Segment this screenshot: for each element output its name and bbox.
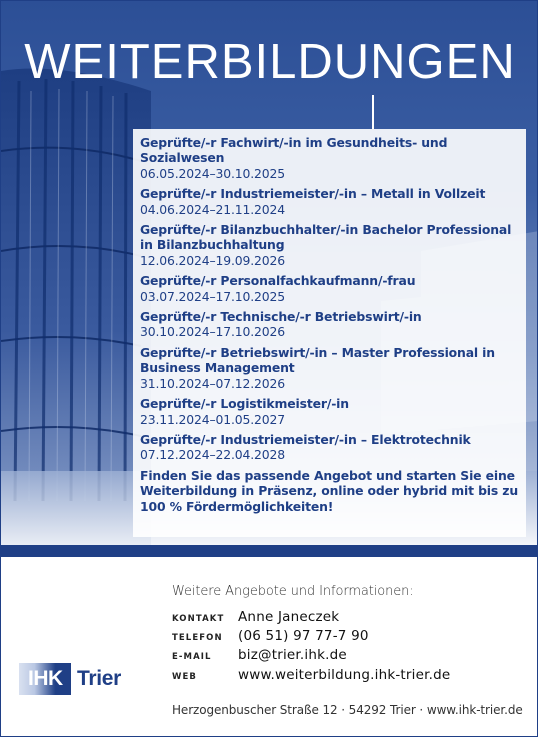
blue-divider-bar [1, 545, 538, 557]
course-title: Geprüfte/-r Technische/-r Betriebswirt/-in [140, 309, 422, 325]
course-item [140, 222, 518, 268]
email-link[interactable]: biz@trier.ihk.de [238, 647, 347, 663]
contact-person: Anne Janeczek [238, 609, 340, 625]
course-item [140, 273, 518, 304]
contact-label: E-MAIL [172, 652, 212, 662]
page-title: WEITERBILDUNGEN [24, 35, 516, 89]
address-line: Herzogenbuscher Straße 12 · 54292 Trier · www.ihk-trier.de [172, 703, 523, 717]
course-dates: 30.10.2024–17.10.2026 [140, 324, 285, 340]
logo-city: Trier [77, 667, 122, 690]
contact-label: KONTAKT [172, 614, 225, 624]
ihk-trier-logo [15, 661, 155, 697]
web-link[interactable]: www.weiterbildung.ihk-trier.de [238, 667, 451, 683]
contact-label: WEB [172, 672, 197, 682]
course-title: Geprüfte/-r Fachwirt/-in im Gesundheits- und Sozialwesen [140, 135, 448, 166]
course-item [140, 186, 518, 217]
phone-number[interactable]: (06 51) 97 77-7 90 [238, 628, 369, 644]
course-title: Geprüfte/-r Betriebswirt/-in – Master Professional in Business Management [140, 344, 495, 376]
contact-section [1, 557, 538, 737]
course-dates: 04.06.2024–21.11.2024 [140, 201, 285, 217]
contact-label: TELEFON [172, 633, 223, 643]
course-title: Geprüfte/-r Industriemeister/-in – Metall in Vollzeit [140, 186, 486, 202]
course-dates: 23.11.2024–01.05.2027 [140, 411, 285, 427]
course-dates: 12.06.2024–19.09.2026 [140, 252, 285, 268]
course-title: Geprüfte/-r Bilanzbuchhalter/-in Bachelor Professional in Bilanzbuchhaltung [140, 222, 512, 253]
course-dates: 03.07.2024–17.10.2025 [140, 288, 285, 304]
course-item [140, 396, 518, 427]
course-panel [133, 129, 526, 537]
course-title: Geprüfte/-r Personalfachkaufmann/-frau [140, 273, 416, 289]
divider-tick [372, 95, 374, 129]
course-dates: 07.12.2024–22.04.2028 [140, 447, 285, 463]
course-item [140, 432, 518, 463]
course-dates: 31.10.2024–07.12.2026 [140, 375, 285, 391]
course-item [140, 345, 518, 391]
course-dates: 06.05.2024–30.10.2025 [140, 165, 285, 181]
contact-intro: Weitere Angebote und Informationen: [172, 584, 414, 599]
course-item [140, 309, 518, 340]
course-title: Geprüfte/-r Industriemeister/-in – Elektrotechnik [140, 431, 471, 447]
hero-banner [1, 1, 538, 545]
call-to-action: Finden Sie das passende Angebot und starten Sie eine Weiterbildung in Präsenz, online oder hybrid mit bis zu 100 % Fördermöglichkeiten! [140, 467, 519, 514]
logo-abbr: IHK [28, 667, 63, 690]
course-title: Geprüfte/-r Logistikmeister/-in [140, 396, 349, 412]
course-item [140, 135, 518, 181]
